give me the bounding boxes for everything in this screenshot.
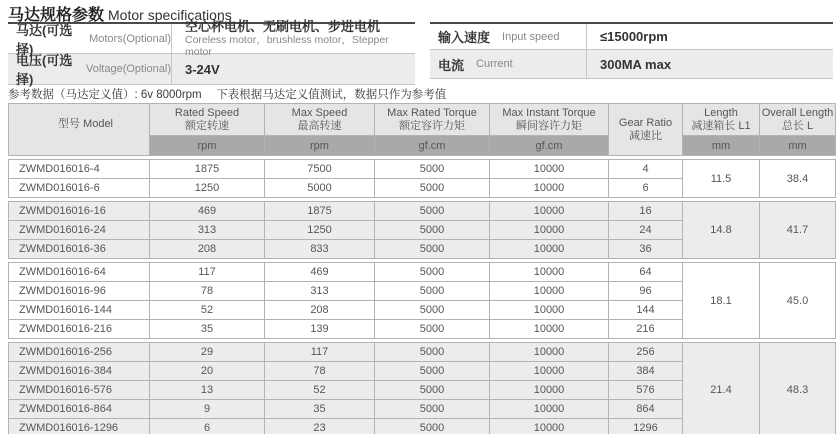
rated-speed-cell: 117 xyxy=(150,263,265,282)
gear-ratio-cell: 144 xyxy=(609,301,683,320)
page-title-en: Motor specifications xyxy=(108,7,232,23)
instant-torque-cell: 10000 xyxy=(490,202,609,221)
max-speed-cell: 139 xyxy=(265,320,375,339)
spec-group-2 xyxy=(8,201,836,259)
page-title-zh: 马达规格参数 xyxy=(8,7,105,24)
max-speed-cell: 1875 xyxy=(265,202,375,221)
reference-note: 参考数据（马达定义值）: 6v 8000rpm 下表根据马达定义值测试，数据只作为参考值 xyxy=(8,89,447,101)
gear-ratio-cell: 24 xyxy=(609,221,683,240)
rated-torque-cell: 5000 xyxy=(375,179,490,198)
instant-torque-cell: 10000 xyxy=(490,240,609,259)
length-merged-cell: 21.4 xyxy=(683,343,760,434)
overall-length-merged-cell: 38.4 xyxy=(760,160,836,198)
input-speed-row xyxy=(430,24,833,50)
rated-speed-header: Rated Speed 额定转速 xyxy=(150,104,265,136)
table-row xyxy=(9,202,836,221)
current-value xyxy=(587,50,833,78)
gear-ratio-cell: 864 xyxy=(609,400,683,419)
max-speed-cell: 833 xyxy=(265,240,375,259)
rated-torque-cell: 5000 xyxy=(375,221,490,240)
gear-ratio-cell: 4 xyxy=(609,160,683,179)
rated-speed-cell: 1875 xyxy=(150,160,265,179)
max-speed-cell: 52 xyxy=(265,381,375,400)
rated-torque-cell: 5000 xyxy=(375,362,490,381)
gear-ratio-cell: 384 xyxy=(609,362,683,381)
table-row xyxy=(9,160,836,179)
label-en: Motors(Optional) xyxy=(89,32,171,45)
rated-speed-cell: 78 xyxy=(150,282,265,301)
rated-speed-cell: 1250 xyxy=(150,179,265,198)
overall-length-merged-cell: 48.3 xyxy=(760,343,836,434)
instant-torque-cell: 10000 xyxy=(490,320,609,339)
unit-cell: rpm xyxy=(150,136,265,156)
current-label xyxy=(430,50,587,78)
rated-speed-cell: 9 xyxy=(150,400,265,419)
voltage-optional-row xyxy=(8,53,415,87)
instant-torque-cell: 10000 xyxy=(490,160,609,179)
label-zh: 马达(可选择) xyxy=(16,22,73,57)
max-speed-header: Max Speed 最高转速 xyxy=(265,104,375,136)
max-rated-torque-header: Max Rated Torque 额定容许力矩 xyxy=(375,104,490,136)
model-cell: ZWMD016016-64 xyxy=(9,263,150,282)
rated-speed-cell: 208 xyxy=(150,240,265,259)
value: ≤15000rpm xyxy=(600,29,668,44)
model-cell: ZWMD016016-144 xyxy=(9,301,150,320)
overall-length-header: Overall Length 总长 L xyxy=(760,104,836,136)
instant-torque-cell: 10000 xyxy=(490,381,609,400)
value-zh: 空心杯电机、无刷电机、步进电机 xyxy=(185,19,381,34)
rated-torque-cell: 5000 xyxy=(375,400,490,419)
input-speed-label xyxy=(430,24,587,49)
table-row xyxy=(9,263,836,282)
label-en: Voltage(Optional) xyxy=(86,63,171,75)
model-cell: ZWMD016016-384 xyxy=(9,362,150,381)
max-speed-cell: 117 xyxy=(265,343,375,362)
instant-torque-cell: 10000 xyxy=(490,301,609,320)
rated-torque-cell: 5000 xyxy=(375,202,490,221)
instant-torque-cell: 10000 xyxy=(490,221,609,240)
instant-torque-cell: 10000 xyxy=(490,343,609,362)
rated-torque-cell: 5000 xyxy=(375,240,490,259)
rated-torque-cell: 5000 xyxy=(375,160,490,179)
spec-group-1 xyxy=(8,159,836,198)
model-cell: ZWMD016016-16 xyxy=(9,202,150,221)
rated-torque-cell: 5000 xyxy=(375,320,490,339)
model-cell: ZWMD016016-96 xyxy=(9,282,150,301)
label-en: Current xyxy=(476,58,513,70)
gear-ratio-cell: 256 xyxy=(609,343,683,362)
label-zh: 电流 xyxy=(438,57,465,73)
spec-table xyxy=(8,103,835,434)
table-row xyxy=(9,343,836,362)
instant-torque-cell: 10000 xyxy=(490,282,609,301)
max-speed-cell: 469 xyxy=(265,263,375,282)
motors-optional-label xyxy=(8,22,172,57)
motor-options-table xyxy=(8,19,415,87)
max-instant-torque-header: Max Instant Torque 瞬间容许力矩 xyxy=(490,104,609,136)
unit-cell: rpm xyxy=(265,136,375,156)
length-merged-cell: 14.8 xyxy=(683,202,760,259)
model-cell: ZWMD016016-864 xyxy=(9,400,150,419)
model-cell: ZWMD016016-256 xyxy=(9,343,150,362)
model-cell: ZWMD016016-576 xyxy=(9,381,150,400)
rated-torque-cell: 5000 xyxy=(375,301,490,320)
rated-torque-cell: 5000 xyxy=(375,381,490,400)
gear-ratio-cell: 6 xyxy=(609,179,683,198)
rated-speed-cell: 20 xyxy=(150,362,265,381)
instant-torque-cell: 10000 xyxy=(490,263,609,282)
overall-length-merged-cell: 45.0 xyxy=(760,263,836,339)
rated-torque-cell: 5000 xyxy=(375,419,490,434)
gear-ratio-cell: 64 xyxy=(609,263,683,282)
max-speed-cell: 313 xyxy=(265,282,375,301)
rated-speed-cell: 469 xyxy=(150,202,265,221)
overall-length-merged-cell: 41.7 xyxy=(760,202,836,259)
model-column-header: 型号 Model xyxy=(9,104,150,156)
value: 300MA max xyxy=(600,56,672,72)
label-en: Input speed xyxy=(502,30,560,43)
spec-group-3 xyxy=(8,262,836,339)
label-zh: 输入速度 xyxy=(438,30,491,45)
gear-ratio-cell: 576 xyxy=(609,381,683,400)
model-cell: ZWMD016016-24 xyxy=(9,221,150,240)
max-speed-cell: 208 xyxy=(265,301,375,320)
model-cell: ZWMD016016-6 xyxy=(9,179,150,198)
instant-torque-cell: 10000 xyxy=(490,419,609,434)
rated-torque-cell: 5000 xyxy=(375,343,490,362)
electrical-specs-table xyxy=(430,22,833,79)
gear-ratio-cell: 36 xyxy=(609,240,683,259)
unit-cell: gf.cm xyxy=(490,136,609,156)
model-cell: ZWMD016016-216 xyxy=(9,320,150,339)
max-speed-cell: 1250 xyxy=(265,221,375,240)
label-zh: 电压(可选择) xyxy=(16,53,73,87)
unit-cell: gf.cm xyxy=(375,136,490,156)
rated-speed-cell: 52 xyxy=(150,301,265,320)
model-cell: ZWMD016016-1296 xyxy=(9,419,150,434)
model-cell: ZWMD016016-4 xyxy=(9,160,150,179)
instant-torque-cell: 10000 xyxy=(490,179,609,198)
max-speed-cell: 23 xyxy=(265,419,375,434)
gear-ratio-cell: 96 xyxy=(609,282,683,301)
max-speed-cell: 5000 xyxy=(265,179,375,198)
max-speed-cell: 35 xyxy=(265,400,375,419)
current-row xyxy=(430,50,833,78)
voltage-optional-label xyxy=(8,53,172,87)
length-merged-cell: 11.5 xyxy=(683,160,760,198)
gear-ratio-cell: 16 xyxy=(609,202,683,221)
max-speed-cell: 78 xyxy=(265,362,375,381)
model-cell: ZWMD016016-36 xyxy=(9,240,150,259)
input-speed-value xyxy=(587,24,833,49)
unit-cell: mm xyxy=(760,136,836,156)
length-header: Length 减速箱长 L1 xyxy=(683,104,760,136)
header-row xyxy=(9,104,836,136)
instant-torque-cell: 10000 xyxy=(490,362,609,381)
rated-speed-cell: 35 xyxy=(150,320,265,339)
rated-speed-cell: 6 xyxy=(150,419,265,434)
rated-speed-cell: 29 xyxy=(150,343,265,362)
voltage-optional-value xyxy=(172,54,415,84)
value-en: Coreless motor，brushless motor，Stepper motor xyxy=(185,34,389,58)
spec-table-header xyxy=(8,103,836,156)
gear-ratio-cell: 216 xyxy=(609,320,683,339)
rated-speed-cell: 313 xyxy=(150,221,265,240)
max-speed-cell: 7500 xyxy=(265,160,375,179)
rated-torque-cell: 5000 xyxy=(375,263,490,282)
rated-torque-cell: 5000 xyxy=(375,282,490,301)
value: 3-24V xyxy=(185,61,220,77)
gear-ratio-header: Gear Ratio 减速比 xyxy=(609,104,683,156)
spec-group-4 xyxy=(8,342,836,434)
gear-ratio-cell: 1296 xyxy=(609,419,683,434)
motors-optional-value xyxy=(172,19,415,58)
unit-cell: mm xyxy=(683,136,760,156)
length-merged-cell: 18.1 xyxy=(683,263,760,339)
instant-torque-cell: 10000 xyxy=(490,400,609,419)
rated-speed-cell: 13 xyxy=(150,381,265,400)
